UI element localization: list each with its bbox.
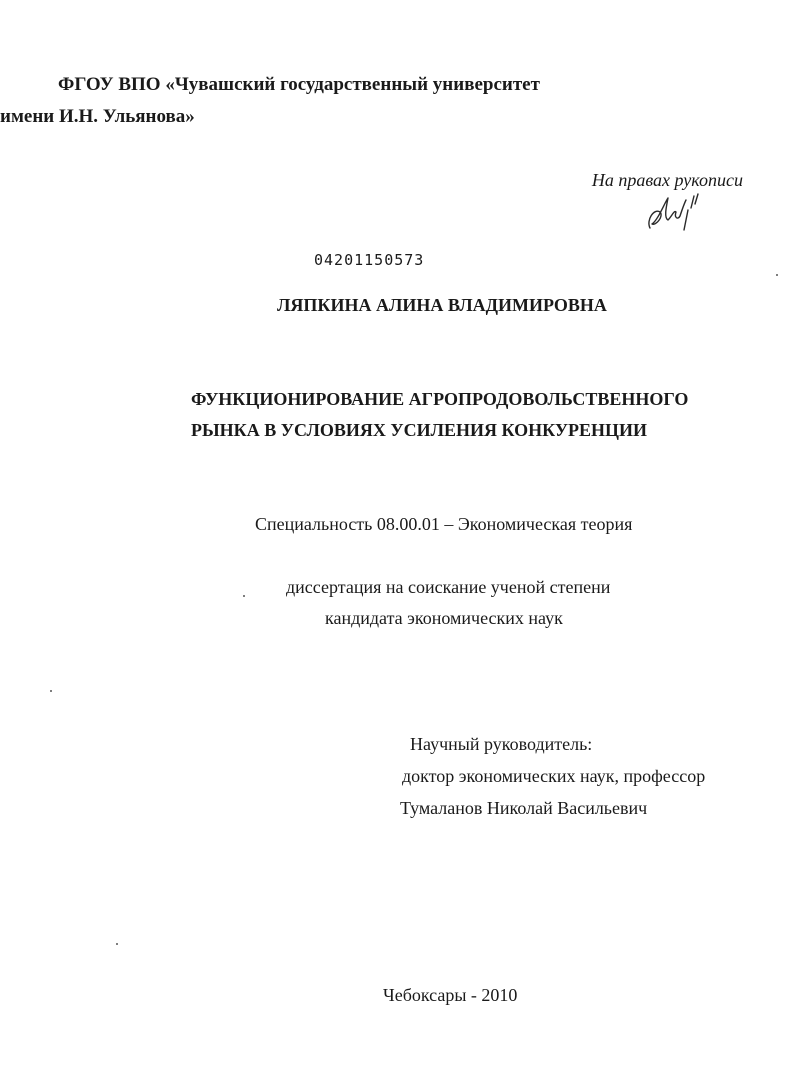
organization-line-2: имени И.Н. Ульянова» bbox=[0, 106, 195, 127]
scan-speck bbox=[776, 274, 778, 276]
dissertation-title-line-1: ФУНКЦИОНИРОВАНИЕ АГРОПРОДОВОЛЬСТВЕННОГО bbox=[191, 389, 689, 409]
signature-icon bbox=[644, 190, 700, 234]
degree-purpose-line-1: диссертация на соискание ученой степени bbox=[286, 577, 611, 597]
scan-speck bbox=[116, 943, 118, 945]
specialty: Специальность 08.00.01 – Экономическая теория bbox=[255, 514, 633, 534]
city-year: Чебоксары - 2010 bbox=[383, 985, 518, 1005]
advisor-name: Тумаланов Николай Васильевич bbox=[400, 798, 648, 818]
manuscript-rights-note: На правах рукописи bbox=[591, 170, 743, 190]
scan-speck bbox=[243, 595, 245, 597]
degree-purpose-line-2: кандидата экономических наук bbox=[325, 608, 563, 628]
dissertation-title-line-2: РЫНКА В УСЛОВИЯХ УСИЛЕНИЯ КОНКУРЕНЦИИ bbox=[191, 420, 648, 440]
author-name: ЛЯПКИНА АЛИНА ВЛАДИМИРОВНА bbox=[277, 295, 607, 315]
advisor-degree: доктор экономических наук, профессор bbox=[402, 766, 706, 786]
organization-line-1: ФГОУ ВПО «Чувашский государственный университет bbox=[58, 74, 540, 95]
advisor-label: Научный руководитель: bbox=[410, 734, 593, 754]
registration-number: 04201150573 bbox=[314, 251, 425, 269]
scan-speck bbox=[50, 690, 52, 692]
